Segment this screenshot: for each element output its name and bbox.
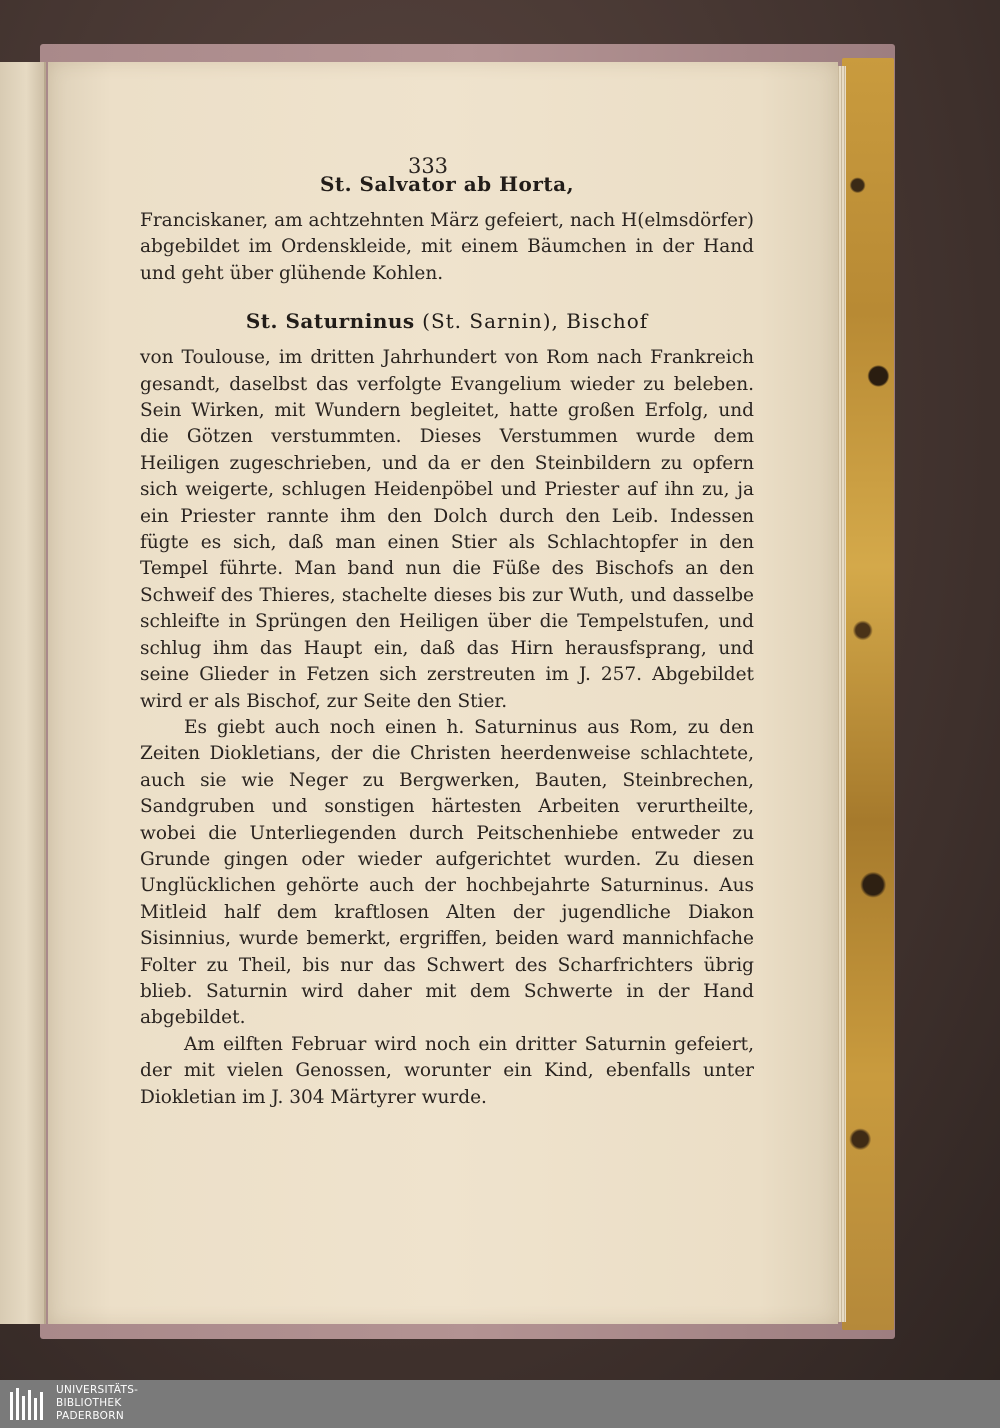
paragraph: Am eilften Februar wird noch ein dritter Saturnin gefeiert, der mit vielen Genossen, worunter ein Kind, ebenfalls unter Diokletian im J. 304 Märtyrer wurde. <box>140 1033 754 1108</box>
library-logo-bar <box>0 1380 1000 1428</box>
left-page-edge <box>0 62 46 1324</box>
library-logo-icon <box>8 1386 48 1422</box>
heading-saint-name: St. Salvator ab Horta, <box>319 172 575 196</box>
section-salvator <box>140 172 754 287</box>
marbled-cover-edge <box>842 58 894 1330</box>
library-name-line: UNIVERSITÄTS- <box>56 1384 139 1396</box>
section-heading <box>140 309 754 333</box>
page-text <box>140 150 754 1111</box>
heading-saint-name: St. Saturninus <box>245 309 415 334</box>
heading-subtitle: (St. Sarnin), Bischof <box>422 309 649 334</box>
library-name-line: BIBLIOTHEK <box>56 1397 122 1409</box>
page-number: 333 <box>407 154 449 178</box>
book-page <box>48 62 838 1324</box>
paragraph: von Toulouse, im dritten Jahrhundert von Rom nach Frankreich gesandt, daselbst das verfolgte Evangelium wieder zu beleben. Sein Wirken, mit Wundern begleitet, hatte großen Erfolg, und die Götzen verstummten. Dieses Verstummen wurde dem Heiligen zugeschrieben, und da er den Steinbildern zu opfern sich weigerte, schlugen Heidenpöbel und Priester auf ihn zu, ja ein Priester rannte ihm den Dolch durch den Leib. Indessen fügte es sich, daß man einen Stier als Schlachtopfer in den Tempel führte. Man band nun die Füße des Bischofs an den Schweif des Thieres, stachelte dieses bis zur Wuth, und dasselbe schleifte in Sprüngen den Heiligen über die Tempelstufen, und schlug ihm das Haupt ein, daß das Hirn herausfsprang, und seine Glieder in Fetzen sich zerstreuten im J. 257. Abgebildet wird er als Bischof, zur Seite den Stier. <box>140 347 754 712</box>
paragraph: Es giebt auch noch einen h. Saturninus aus Rom, zu den Zeiten Diokletians, der die Christen heerdenweise schlachtete, auch sie wie Neger zu Bergwerken, Bauten, Steinbrechen, Sandgruben und sonstigen härtesten Arbeiten verurtheilte, wobei die Unterliegenden durch Peitschenhiebe entweder zu Grunde gingen oder wieder aufgerichtet wurden. Zu diesen Unglücklichen gehörte auch der hochbejahrte Saturninus. Aus Mitleid half dem kraftlosen Alten der jugendliche Diakon Sisinnius, wurde bemerkt, ergriffen, beiden ward mannichfache Folter zu Theil, bis nur das Schwert des Scharfrichters übrig blieb. Saturnin wird daher mit dem Schwerte in der Hand abgebildet. <box>140 716 754 1029</box>
section-saturninus <box>140 309 754 1111</box>
library-name <box>56 1384 138 1423</box>
section-heading <box>140 172 754 196</box>
library-name-line: PADERBORN <box>56 1410 124 1422</box>
paragraph: Franciskaner, am achtzehnten März gefeiert, nach H(elmsdörfer) abgebildet im Ordenskleide, mit einem Bäumchen in der Hand und geht über glühende Kohlen. <box>140 210 754 284</box>
